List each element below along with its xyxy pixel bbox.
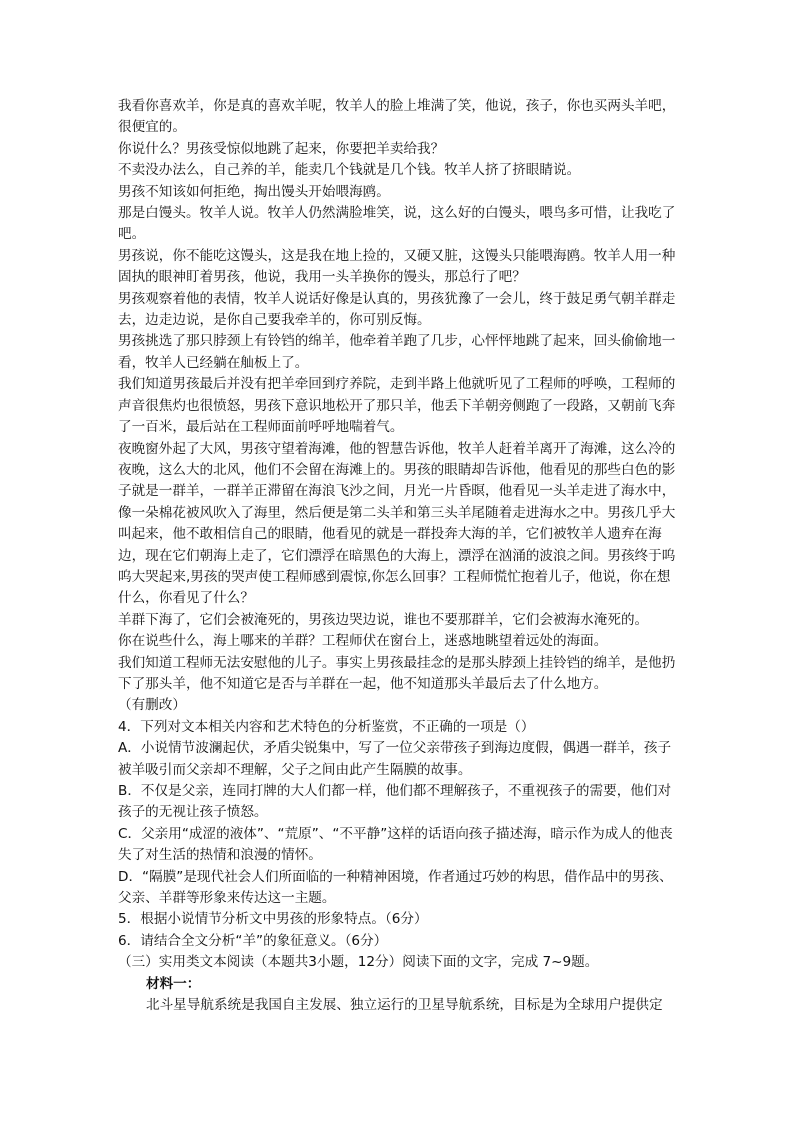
story-paragraph: 那是白馒头。牧羊人说。牧羊人仍然满脸堆笑，说，这么好的白馒头，喂鸟多可惜，让我吃了吧。 [118,205,676,243]
question-4-option-d: D．“隔膜”是现代社会人们所面临的一种精神困境，作者通过巧妙的构思，借作品中的男孩、父亲、羊群等形象来传达这一主题。 [118,868,673,907]
story-paragraph: 男孩挑选了那只脖颈上有铃铛的绵羊，他牵着羊跑了几步，心怦怦地跳了起来，回头偷偷地一看，牧羊人已经躺在舢板上了。 [118,333,676,371]
material-1-text: 北斗星导航系统是我国自主发展、独立运行的卫星导航系统，目标是为全球用户提供定 [146,997,663,1014]
story-paragraph: 男孩不知该如何拒绝，掏出馒头开始喂海鸥。 [118,183,390,200]
question-4-option-a: A．小说情节波澜起伏，矛盾尖锐集中，写了一位父亲带孩子到海边度假，偶遇一群羊，孩子被羊吸引而父亲却不理解，父子之间由此产生隔膜的故事。 [118,740,672,778]
story-paragraph: 你说什么？男孩受惊似地跳了起来，你要把羊卖给我？ [118,140,445,157]
story-paragraph: 我们知道男孩最后并没有把羊牵回到疗养院，走到半路上他就听见了工程师的呼唤，工程师的声音很焦灼也很愤怒，男孩下意识地松开了那只羊，他丢下羊朝旁侧跑了一段路，又朝前飞奔了一百米，最后站在工程师面前呼呼地喘着气。 [118,376,676,436]
question-6: 6．请结合全文分析“羊”的象征意义。（6分） [118,932,388,949]
section-3-heading: （三）实用类文本阅读（本题共3小题，12分）阅读下面的文字，完成 7~9题。 [118,954,599,971]
story-paragraph: 男孩观察着他的表情，牧羊人说话好像是认真的，男孩犹豫了一会儿，终于鼓足勇气朝羊群走去，边走边说，是你自己要我牵羊的，你可别反悔。 [118,290,676,329]
story-paragraph: 男孩说，你不能吃这馒头，这是我在地上捡的，又硬又脏，这馒头只能喂海鸥。牧羊人用一种固执的眼神盯着男孩，他说，我用一头羊换你的馒头，那总行了吧？ [118,247,676,286]
story-paragraph: 羊群下海了，它们会被淹死的，男孩边哭边说，谁也不要那群羊，它们会被海水淹死的。 [118,611,649,628]
question-4-option-b: B．不仅是父亲，连同打牌的大人们都一样，他们都不理解孩子，不重视孩子的需要，他们对孩子的无视让孩子愤怒。 [118,783,672,821]
story-paragraph: 夜晚窗外起了大风，男孩守望着海滩，他的智慧告诉他，牧羊人赶着羊离开了海滩，这么冷的夜晚，这么大的北风，他们不会留在海滩上的。男孩的眼睛却告诉他，他看见的那些白色的影子就是一群羊，一群羊正滞留在海浪飞沙之间，月光一片昏暝，他看见一头羊走进了海水中，像一朵棉花被风吹入了海里，然后便是第二头羊和第三头羊尾随着走进海水之中。男孩几乎大叫起来，他不敢相信自己的眼睛，他看见的就是一群投奔大海的羊，它们被牧羊人遗弃在海边，现在它们朝海上走了，它们漂浮在暗黑色的大海上，漂浮在汹涌的波浪之间。男孩终于呜呜大哭起来,男孩的哭声使工程师感到震惊,你怎么回事？工程师慌忙抱着儿子，他说，你在想什么，你看见了什么？ [118,440,676,607]
story-paragraph: 我们知道工程师无法安慰他的儿子。事实上男孩最挂念的是那头脖颈上挂铃铛的绵羊，是他扔下了那头羊，他不知道它是否与羊群在一起，他不知道那头羊最后去了什么地方。 [118,654,676,692]
document-page [118,96,678,1016]
story-paragraph: 你在说些什么，海上哪来的羊群？工程师伏在窗台上，迷惑地眺望着远处的海面。 [118,633,608,650]
question-4-option-c: C．父亲用“成涩的液体”、“荒原”、“不平静”这样的话语向孩子描述海，暗示作为成人的他丧失了对生活的热情和浪漫的情怀。 [118,825,673,864]
source-note: （有删改） [118,697,186,714]
material-1-label: 材料一： [146,975,201,992]
question-5: 5．根据小说情节分析文中男孩的形象特点。（6分） [118,911,428,928]
question-4-stem: 4．下列对文本相关内容和艺术特色的分析鉴赏，不正确的一项是（） [118,718,535,735]
story-paragraph: 不卖没办法么，自己养的羊，能卖几个钱就是几个钱。牧羊人挤了挤眼睛说。 [118,162,581,179]
story-paragraph: 我看你喜欢羊，你是真的喜欢羊呢，牧羊人的脸上堆满了笑，他说，孩子，你也买两头羊吧，很便宜的。 [118,98,676,136]
